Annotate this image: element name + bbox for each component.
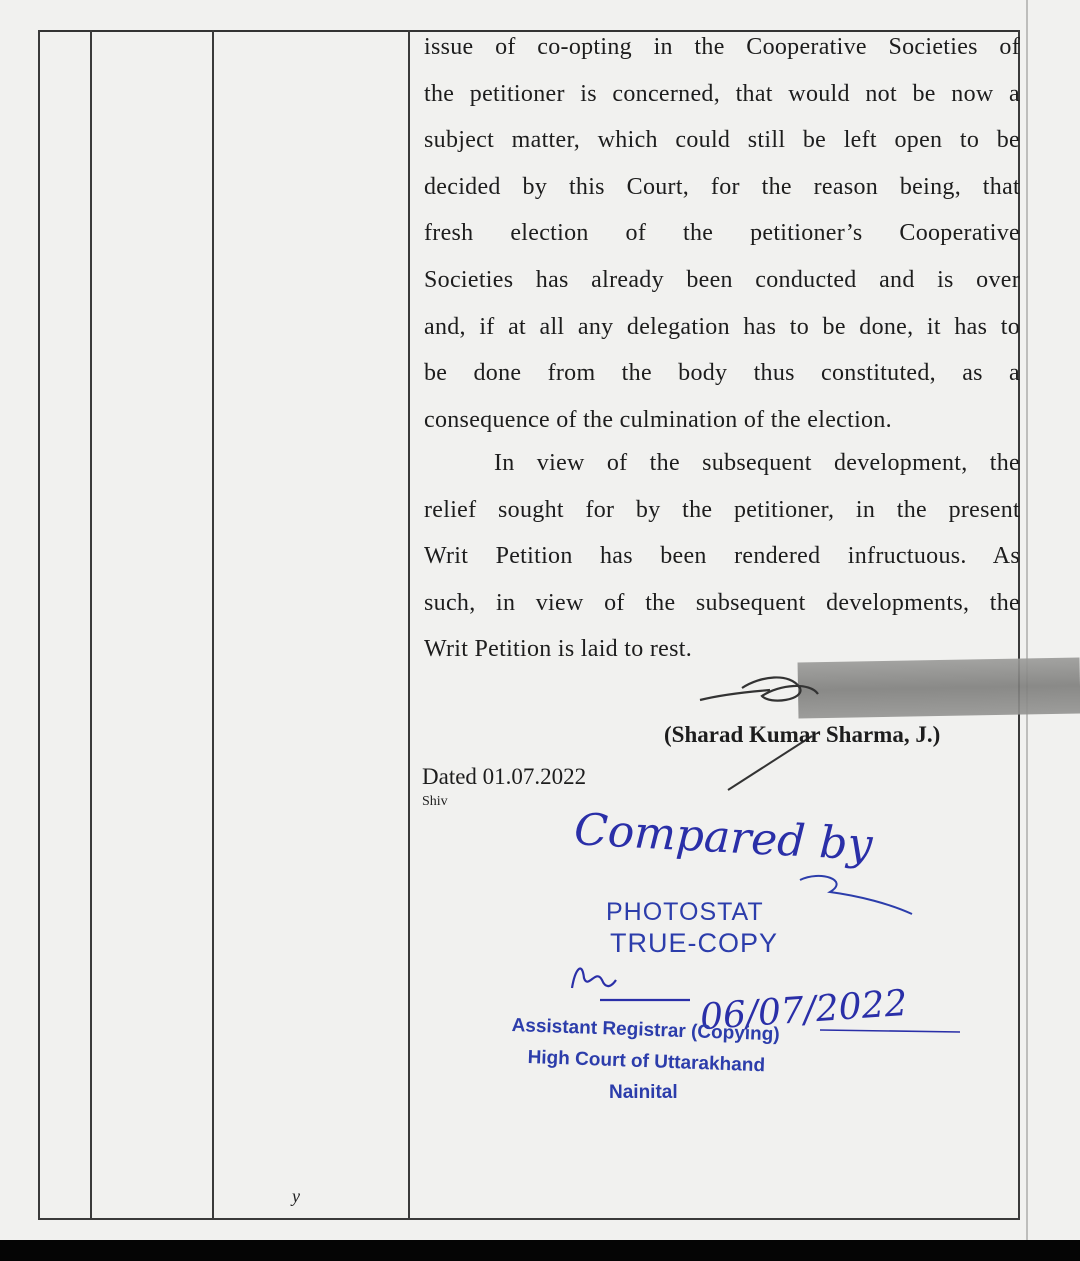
date-underline (820, 1030, 960, 1032)
text-line: subject matter, which could still be left open to be (424, 127, 1020, 154)
text-line: the petitioner is concerned, that would not be now a (424, 80, 1020, 107)
margin-mark: y (292, 1186, 300, 1206)
typist-initials: Shiv (422, 794, 448, 809)
text-line: Societies has already been conducted and is over (424, 266, 1020, 293)
text-line: be done from the body thus constituted, as a (424, 360, 1020, 387)
order-paragraph-2 (424, 440, 1020, 673)
text-line: such, in view of the subsequent developments, the (424, 589, 1020, 616)
stamp-city: Nainital (609, 1082, 678, 1103)
text-line: and, if at all any delegation has to be done, it has to (424, 313, 1020, 340)
text-line: In view of the subsequent development, the (494, 450, 1020, 476)
order-paragraph-1 (424, 24, 1020, 443)
judge-name: (Sharad Kumar Sharma, J.) (664, 722, 941, 747)
text-line: Writ Petition is laid to rest. (424, 636, 693, 663)
text-line: consequence of the culmination of the election. (424, 406, 892, 433)
frame-bottom-rule (38, 1218, 1020, 1220)
screen-bottom-bar (0, 1240, 1080, 1261)
text-line: fresh election of the petitioner’s Cooperative (424, 220, 1020, 247)
stamp-true-copy: TRUE-COPY (610, 928, 779, 958)
stamp-photostat: PHOTOSTAT (606, 898, 764, 926)
stamp-initial-scribble (800, 876, 912, 914)
margin-rule-3 (212, 30, 214, 1220)
text-line: issue of co-opting in the Cooperative Societies of (424, 34, 1020, 60)
registrar-signature (572, 969, 690, 1000)
compared-by-handwriting: Compared by (572, 804, 874, 871)
margin-rule-4 (408, 30, 410, 1220)
margin-rule-1 (38, 30, 40, 1220)
text-line: relief sought for by the petitioner, in the present (424, 496, 1020, 523)
stamp-registrar: Assistant Registrar (Copying) (511, 1015, 780, 1046)
page-edge (1026, 0, 1028, 1240)
margin-rule-2 (90, 30, 92, 1220)
stamp-court: High Court of Uttarakhand (527, 1047, 766, 1077)
text-line: Writ Petition has been rendered infructuous. As (424, 543, 1020, 570)
handwritten-date: 06/07/2022 (698, 982, 909, 1039)
text-line: decided by this Court, for the reason being, that (424, 173, 1020, 200)
order-date: Dated 01.07.2022 (422, 764, 587, 789)
scanner-tape-strip (798, 658, 1080, 719)
